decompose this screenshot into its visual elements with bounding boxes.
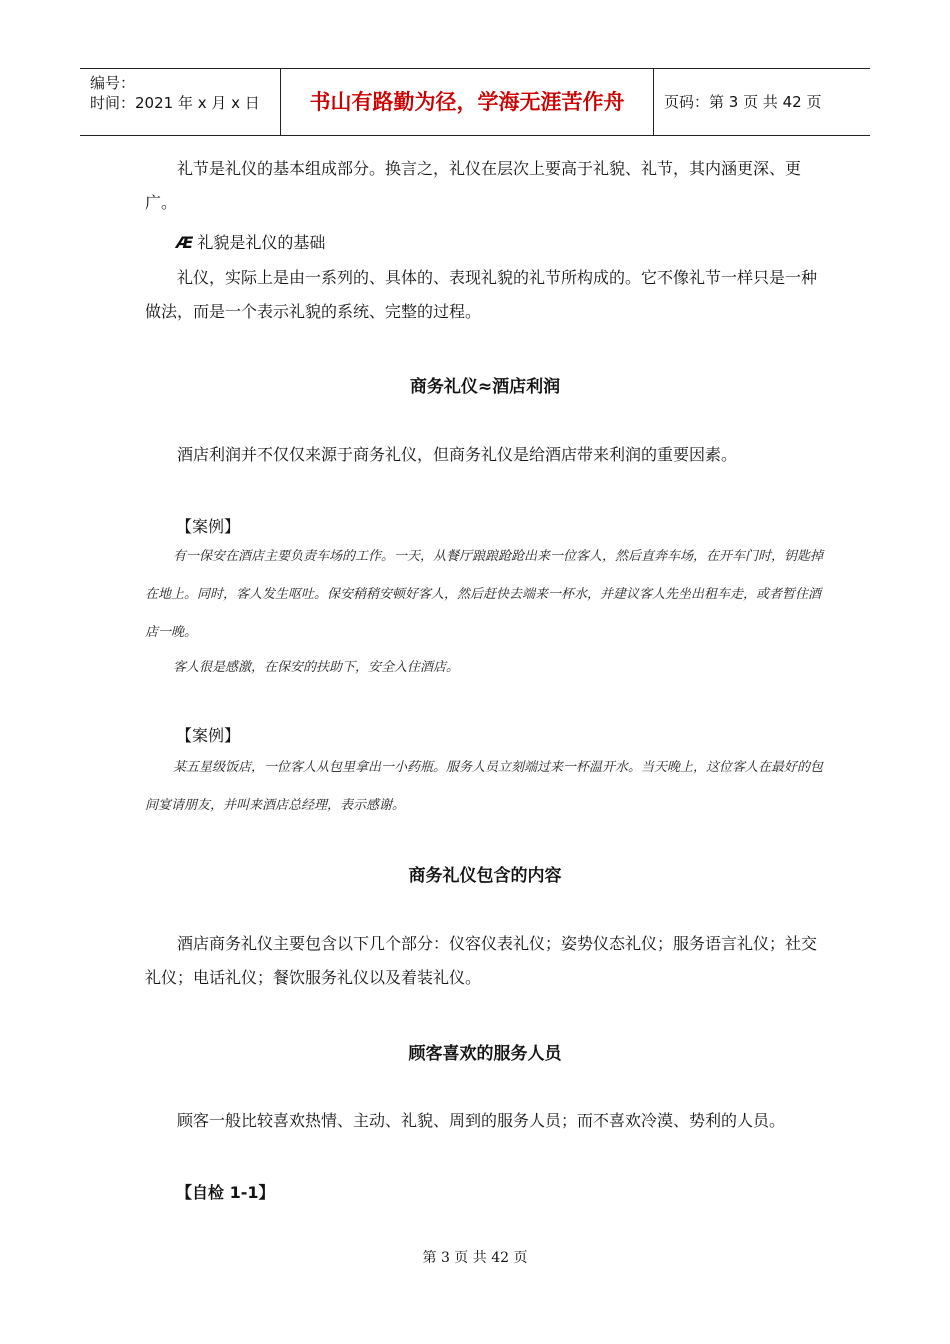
header-page-info: 页码：第 3 页 共 42 页 xyxy=(664,93,822,111)
number-label: 编号： xyxy=(90,74,136,92)
self-check-label: 【自检 1-1】 xyxy=(176,1183,275,1202)
case-2-text: 某五星级饭店，一位客人从包里拿出一小药瓶。服务人员立刻端过来一杯温开水。当天晚上，这位客人在最好的包间宴请朋友，并叫来酒店总经理，表示感谢。 xyxy=(145,760,824,813)
paragraph-1: 礼节是礼仪的基本组成部分。换言之，礼仪在层次上要高于礼貌、礼节，其内涵更深、更广。 xyxy=(145,159,802,212)
paragraph-2: 礼仪，实际上是由一系列的、具体的、表现礼貌的礼节所构成的。它不像礼节一样只是一种做法，而是一个表示礼貌的系统、完整的过程。 xyxy=(145,268,818,321)
bullet-icon: Æ xyxy=(176,233,194,252)
header-motto: 书山有路勤为径，学海无涯苦作舟 xyxy=(281,69,654,135)
heading-favorite-staff: 顾客喜欢的服务人员 xyxy=(408,1044,562,1064)
paragraph-3: 酒店利润并不仅仅来源于商务礼仪，但商务礼仪是给酒店带来利润的重要因素。 xyxy=(177,445,738,464)
case-1-text-2: 客人很是感激，在保安的扶助下，安全入住酒店。 xyxy=(173,660,460,675)
paragraph-5: 顾客一般比较喜欢热情、主动、礼貌、周到的服务人员；而不喜欢冷漠、势利的人员。 xyxy=(177,1111,786,1130)
bullet-text: 礼貌是礼仪的基础 xyxy=(197,233,326,252)
bullet-item xyxy=(176,230,325,253)
paragraph-4: 酒店商务礼仪主要包含以下几个部分：仪容仪表礼仪；姿势仪态礼仪；服务语言礼仪；社交礼仪；电话礼仪；餐饮服务礼仪以及着装礼仪。 xyxy=(145,934,818,987)
heading-profit: 商务礼仪≈酒店利润 xyxy=(409,377,561,397)
header-meta xyxy=(80,69,281,135)
case-2-label: 【案例】 xyxy=(176,726,241,745)
heading-contents: 商务礼仪包含的内容 xyxy=(408,866,562,886)
case-1-text: 有一保安在酒店主要负责车场的工作。一天，从餐厅踉踉跄跄出来一位客人，然后直奔车场，在开车门时，钥匙掉在地上。同时，客人发生呕吐。保安稍稍安顿好客人，然后赶快去端来一杯水，并建议客人先坐出租车走，或者暂住酒店一晚。 xyxy=(145,549,824,640)
page-footer: 第 3 页 共 42 页 xyxy=(422,1250,528,1266)
page-header xyxy=(80,68,870,136)
date-label: 时间：2021 年 x 月 x 日 xyxy=(90,94,260,112)
case-1-label: 【案例】 xyxy=(176,517,241,536)
